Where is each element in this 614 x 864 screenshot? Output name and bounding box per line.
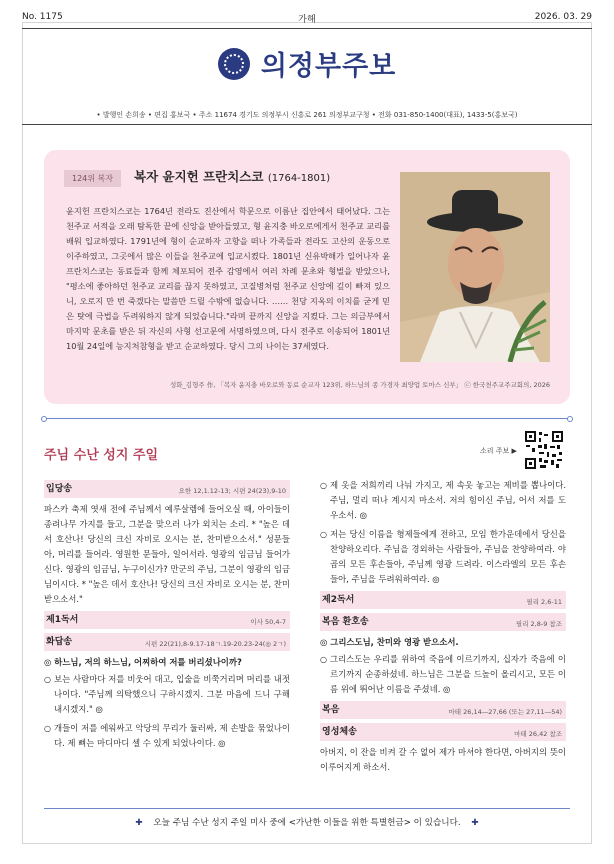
feature-body-text: 윤지헌 프란치스코는 1764년 전라도 진산에서 학문으로 이름난 집안에서 태어났다. 그는 천주교 서적을 오래 탐독한 끝에 신앙을 받아들였고, 형 윤지충 바오로에게서 천주교 교리를 배워 입교하였다. 1791년에 형이 순교하자 고향을 떠나 가족들과 전라도 고산의 운동으로 이주하였고, 그곳에서 많은 이들을 천주교에 입교시켰다. 1801년 신유박해가 일어나자 윤 프란치스코는 동료들과 함께 체포되어 전주 감영에서 여러 차례 문초와 형벌을 받았으나, "평소에 좋아하던 천주교 교리를 끊지 못하였고, 고질병처럼 천주교 신앙에 깊이 빠져 있으니, 오로지 만 번 죽겠다는 말씀만 드릴 수밖에 없습니다. …… 천당 지옥의 이치를 굳게 믿은 탓에 극법을 두려워하지 않게 되었습니다."라며 끝까지 신앙을 지켰다. 그는 의금부에서 마지막 문초를 받은 뒤 자신의 사형 선고문에 서명하였으며, 다시 전주로 이송되어 1801년 10월 24일에 능지처참형을 받고 순교하였다. 당시 그의 나이는 37세였다. (66, 206, 390, 351)
psalm-verse (44, 672, 290, 717)
reading-name: 영성체송 (322, 727, 357, 737)
image-caption: 성화_김형주 作, 「복자 윤지충 바오로와 동료 순교자 123위, 하느님의 종 가경자 최양업 토마스 신부」 ⓒ 한국천주교주교회의, 2026 (169, 381, 550, 389)
psalm-verse (320, 527, 566, 587)
psalm-verse (320, 478, 566, 523)
reading-header-communion (320, 723, 566, 741)
reading-name: 복음 환호송 (322, 617, 369, 627)
reading-ref: 마태 26,14―27,66 (또는 27,11―54) (448, 708, 562, 716)
reading-name: 화답송 (46, 637, 73, 647)
masthead-top (22, 12, 592, 26)
reading-header-psalm (44, 633, 290, 651)
reading-ref: 필리 2,6-11 (526, 598, 562, 606)
reading-name: 제1독서 (46, 615, 79, 625)
section-divider (44, 418, 570, 419)
footer-notice-text: 오늘 주님 수난 성지 주일 미사 중에 <가난한 이들을 위한 특별헌금> 이 있습니다. (153, 818, 461, 828)
publisher-info: • 발행인 손희송 • 편집 홍보국 • 주소 11674 경기도 의정부시 신흥로 261 의정부교구청 • 전화 031-850-1400(대표), 1433-5(홍보국) (96, 111, 518, 119)
reading-ref: 이사 50,4-7 (250, 618, 286, 626)
footer-rule (44, 808, 570, 809)
readings-left-column (44, 478, 290, 755)
acclamation-verse-text: 그리스도는 우리를 위하여 죽음에 이르기까지, 십자가 죽음에 이르기까지 순종하셨네. 하느님은 그분을 드높이 올리시고, 모든 이름 위에 뛰어난 이름을 주셨네. ◎ (330, 654, 566, 694)
cross-icon: ✚ (135, 818, 143, 828)
audio-bulletin-link[interactable]: 소리 주보 ▶ (480, 447, 517, 455)
liturgical-year: 가해 (298, 15, 316, 25)
qr-code-icon[interactable] (524, 430, 564, 470)
entrance-antiphon-text: 파스카 축제 엿새 전에 주님께서 예루살렘에 들어오실 때, 아이들이 종려나무 가지를 들고, 그분을 맞으러 나가 외치는 소리. * "높은 데서 호산나! 당신의 크신 자비로 오시는 분, 찬미받으소서." 성문들아, 머리를 들어라. 영원한 문들아, 일어서라. 영광의 임금님 들어가신다. 영광의 임금님, 누구이신가? 만군의 주님, 그분이 영광의 임금님이시다. * "높은 데서 호산나! 당신의 크신 자비로 오시는 분, 찬미받으소서." (44, 504, 290, 604)
feature-title (134, 167, 330, 185)
divider-dot-right (567, 416, 573, 422)
communion-antiphon-text: 아버지, 이 잔을 비켜 갈 수 없어 제가 마셔야 한다면, 아버지의 뜻이 이루어지게 하소서. (320, 747, 566, 772)
feature-tag: 124위 복자 (64, 170, 121, 187)
verse-bullet-icon: ○ (320, 530, 327, 539)
verse-bullet-icon: ○ (44, 724, 51, 733)
reading-ref: 마태 26,42 참조 (514, 730, 562, 738)
psalm-verse-text: 개들이 저를 에워싸고 악당의 무리가 둘러싸, 제 손발을 묶었나이다. 제 뼈는 마디마디 셀 수 있게 되었나이다. ◎ (54, 723, 290, 748)
reading-name: 입당송 (46, 484, 73, 494)
martyr-portrait-image (400, 172, 550, 362)
feature-box (44, 150, 570, 404)
feature-body (66, 204, 390, 354)
psalm-verse (44, 721, 290, 751)
verse-bullet-icon: ○ (44, 675, 51, 684)
reading-header-first (44, 611, 290, 629)
divider-dot-left (41, 416, 47, 422)
acclamation-verse (320, 652, 566, 697)
reading-header-acclamation (320, 613, 566, 631)
psalm-verse-text: 보는 사람마다 저를 비웃어 대고, 입술을 비쭉거리며 머리를 내젓나이다. "주님께 의탁했으니 구하시겠지. 그분 마음에 드니 구해 내시겠지." ◎ (54, 674, 290, 714)
info-rule (22, 124, 592, 125)
masthead-logo (0, 44, 614, 84)
feature-years: (1764-1801) (267, 173, 331, 184)
issue-number: No. 1175 (22, 12, 63, 22)
reading-header-entrance (44, 480, 290, 498)
readings-right-column (320, 478, 566, 779)
section-title: 주님 수난 성지 주일 (44, 448, 159, 463)
cross-icon: ✚ (471, 818, 479, 828)
reading-header-gospel (320, 701, 566, 719)
reading-ref: 필리 2,8-9 참조 (515, 620, 562, 628)
reading-header-second (320, 591, 566, 609)
reading-name: 제2독서 (322, 595, 355, 605)
reading-ref: 요한 12,1.12-13; 시편 24(23),9-10 (178, 487, 286, 495)
verse-bullet-icon: ○ (320, 481, 327, 490)
psalm-verse-text: 저는 당신 이름을 형제들에게 전하고, 모임 한가운데에서 당신을 찬양하오리다. 주님을 경외하는 사람들아, 주님을 찬양하여라. 야곱의 모든 후손들아, 주님께 영광 드려라. 이스라엘의 모든 후손들아, 주님을 두려워하여라. ◎ (330, 529, 566, 584)
footer-notice (0, 816, 614, 828)
diocese-seal-icon (218, 48, 250, 80)
issue-date: 2026. 03. 29 (534, 12, 592, 22)
psalm-response: ◎ 하느님, 저의 하느님, 어찌하여 저를 버리셨나이까? (44, 657, 242, 667)
psalm-verse-text: 제 옷을 저희끼리 나눠 가지고, 제 속옷 놓고는 제비를 뽑나이다. 주님, 멀리 떠나 계시지 마소서. 저의 힘이신 주님, 어서 저를 도우소서. ◎ (330, 480, 566, 520)
reading-ref: 시편 22(21),8-9.17-18ㄱ.19-20.23-24(◎ 2ㄱ) (144, 640, 286, 648)
verse-bullet-icon: ○ (320, 655, 327, 664)
acclamation-response: ◎ 그리스도님, 찬미와 영광 받으소서. (320, 637, 459, 647)
header-rule (22, 28, 592, 29)
feature-name: 복자 윤지헌 프란치스코 (134, 169, 264, 184)
publication-title: 의정부주보 (260, 51, 397, 82)
reading-name: 복음 (322, 705, 340, 715)
